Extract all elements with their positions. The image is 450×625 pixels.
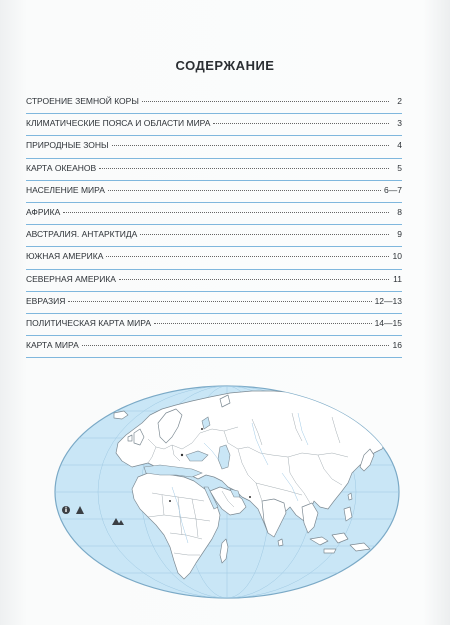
toc-leader [142,101,389,102]
toc-row[interactable] [26,292,402,314]
toc-title: КАРТА ОКЕАНОВ [26,162,97,173]
toc-page: 9 [397,229,402,240]
toc-leader [154,323,372,324]
toc-leader [213,123,389,124]
tent-icon [112,518,124,525]
toc-page: 10 [392,251,402,262]
toc-leader [119,279,389,280]
toc-row[interactable] [26,247,402,269]
toc-page: 14—15 [374,317,402,328]
toc-leader [63,212,389,213]
toc-row[interactable] [26,270,402,292]
toc-page: 11 [393,273,402,284]
toc-row[interactable] [26,159,402,181]
page-title: СОДЕРЖАНИЕ [175,58,275,73]
map-legend-icons [60,503,130,538]
toc-title: ПОЛИТИЧЕСКАЯ КАРТА МИРА [26,317,152,328]
toc-title: ПРИРОДНЫЕ ЗОНЫ [26,140,109,151]
world-outline-map [52,383,402,601]
toc-title: НАСЕЛЕНИЕ МИРА [26,184,105,195]
toc-page: 6—7 [384,184,402,195]
toc-page: 12—13 [374,295,402,306]
toc-page: 8 [397,206,402,217]
toc-row[interactable] [26,136,402,158]
toc-leader [99,168,389,169]
toc-title: АВСТРАЛИЯ. АНТАРКТИДА [26,229,138,240]
toc-title: КАРТА МИРА [26,340,79,351]
toc-page: 3 [397,118,402,129]
table-of-contents [26,92,402,358]
map-svg [52,383,402,601]
toc-row[interactable] [26,225,402,247]
toc-title: СЕВЕРНАЯ АМЕРИКА [26,273,116,284]
toc-title: ЮЖНАЯ АМЕРИКА [26,251,104,262]
toc-row[interactable] [26,92,402,114]
toc-row[interactable] [26,203,402,225]
toc-row[interactable] [26,114,402,136]
toc-row[interactable] [26,181,402,203]
info-icon [62,506,70,514]
toc-leader [106,256,389,257]
toc-title: АФРИКА [26,206,61,217]
toc-page: 2 [397,96,402,106]
toc-row[interactable] [26,314,402,336]
toc-leader [112,145,389,146]
toc-page: 4 [397,140,402,151]
toc-leader [82,345,389,346]
mountain-icon [76,506,84,514]
toc-page: 5 [397,162,402,173]
toc-title: КЛИМАТИЧЕСКИЕ ПОЯСА И ОБЛАСТИ МИРА [26,118,211,129]
toc-title: ЕВРАЗИЯ [26,295,66,306]
toc-leader [140,234,389,235]
toc-page: 16 [392,340,402,351]
legend-icons-svg [60,503,130,533]
toc-leader [108,190,381,191]
greenland-land [70,387,110,417]
toc-row[interactable] [26,336,402,358]
toc-title: СТРОЕНИЕ ЗЕМНОЙ КОРЫ [26,96,139,106]
toc-leader [68,301,371,302]
